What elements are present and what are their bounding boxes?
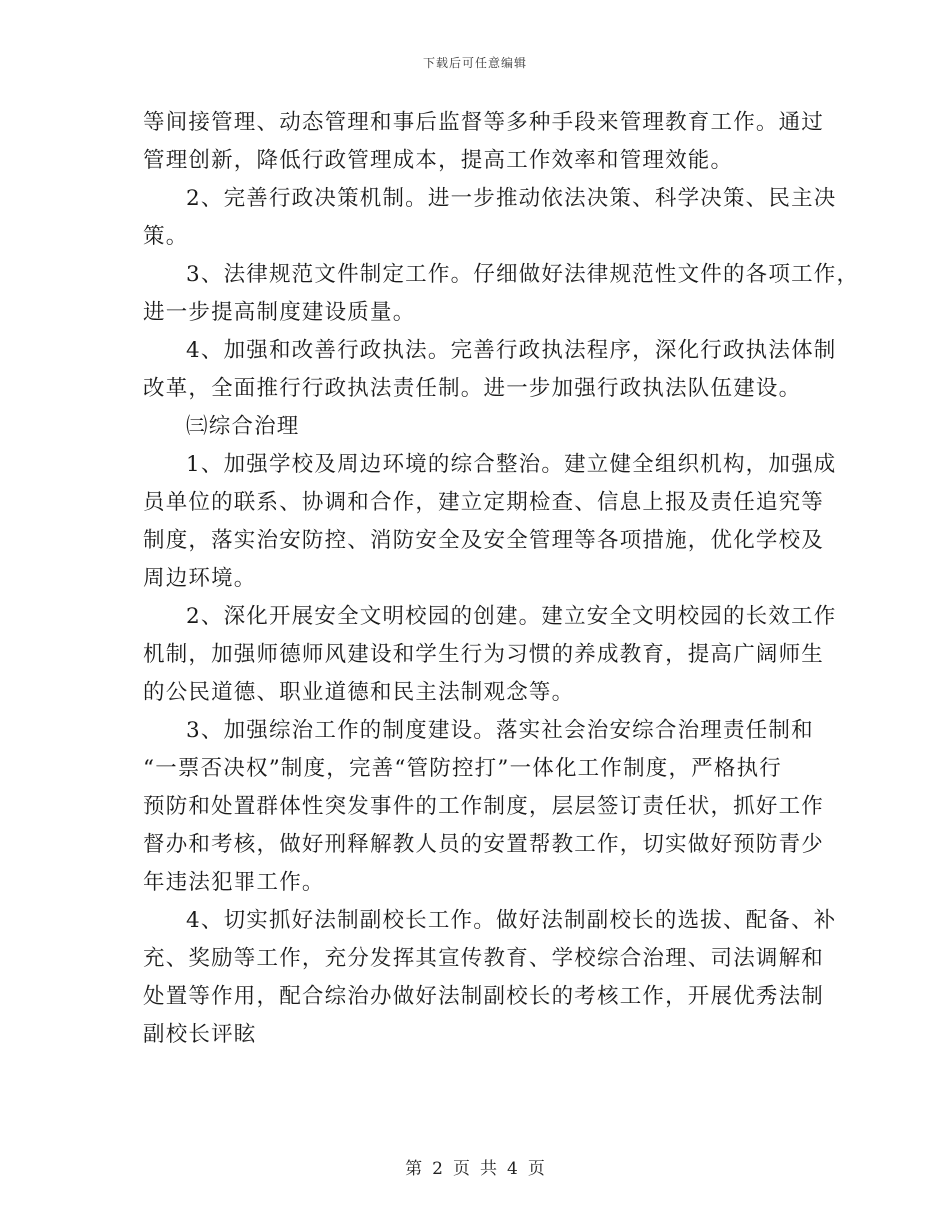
text-line: 3、加强综治工作的制度建设。落实社会治安综合治理责任制和	[186, 718, 814, 743]
text-line: 制度，落实治安防控、消防安全及安全管理等各项措施，优化学校及	[143, 528, 825, 553]
text-line: 策。	[143, 224, 189, 249]
page-label: 共	[480, 1159, 497, 1179]
text-line: 1、加强学校及周边环境的综合整治。建立健全组织机构，加强成	[186, 452, 837, 477]
text-line: 预防和处置群体性突发事件的工作制度，层层签订责任状，抓好工作	[143, 794, 825, 819]
text-line: 督办和考核，做好刑释解教人员的安置帮教工作，切实做好预防青少	[143, 832, 825, 857]
page-current: 2	[432, 1159, 443, 1179]
text-line: 4、切实抓好法制副校长工作。做好法制副校长的选拔、配备、补	[186, 908, 837, 933]
text-line: 3、法律规范文件制定工作。仔细做好法律规范性文件的各项工作，	[186, 262, 860, 287]
document-body	[143, 104, 860, 1054]
text-line: 进一步提高制度建设质量。	[143, 300, 416, 325]
text-line: 2、深化开展安全文明校园的创建。建立安全文明校园的长效工作	[186, 604, 837, 629]
page-label: 页	[527, 1159, 545, 1179]
text-line: 的公民道德、职业道德和民主法制观念等。	[143, 680, 575, 705]
text-line: 充、奖励等工作，充分发挥其宣传教育、学校综合治理、司法调解和	[143, 946, 825, 971]
text-line: 等间接管理、动态管理和事后监督等多种手段来管理教育工作。通过	[143, 110, 825, 135]
page-footer	[0, 1154, 950, 1179]
page-header: 下载后可任意编辑	[422, 56, 527, 70]
text-line: “一票否决权”制度，完善“管防控打”一体化工作制度，严格执行	[143, 756, 782, 781]
text-line: 处置等作用，配合综治办做好法制副校长的考核工作，开展优秀法制	[143, 984, 825, 1009]
page-label: 页	[453, 1159, 470, 1179]
text-line: 2、完善行政决策机制。进一步推动依法决策、科学决策、民主决	[186, 186, 837, 211]
text-line: 管理创新，降低行政管理成本，提高工作效率和管理效能。	[143, 148, 734, 173]
section-heading: ㈢综合治理	[186, 414, 300, 439]
page-total: 4	[507, 1159, 518, 1179]
text-line: 副校长评眩	[143, 1022, 257, 1047]
text-line: 年违法犯罪工作。	[143, 870, 325, 895]
page-label: 第	[405, 1159, 423, 1179]
text-line: 员单位的联系、协调和合作，建立定期检查、信息上报及责任追究等	[143, 490, 825, 515]
text-line: 周边环境。	[143, 566, 257, 591]
text-line: 机制，加强师德师风建设和学生行为习惯的养成教育，提高广阔师生	[143, 642, 825, 667]
text-line: 4、加强和改善行政执法。完善行政执法程序，深化行政执法体制	[186, 338, 837, 363]
text-line: 改革，全面推行行政执法责任制。进一步加强行政执法队伍建设。	[143, 376, 802, 401]
